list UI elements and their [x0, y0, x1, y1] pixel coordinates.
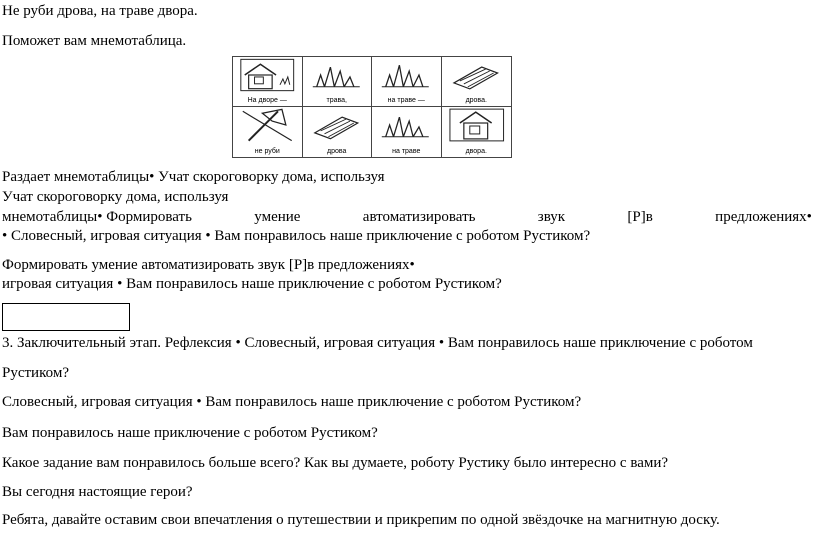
text-line-7: Формировать умение автоматизировать звук [Р]в предложениях•	[2, 257, 415, 273]
text-word: предложениях•	[715, 209, 812, 225]
mnemo-table	[232, 56, 512, 158]
firewood-icon	[303, 107, 372, 143]
mnemo-caption: двора.	[465, 148, 487, 155]
mnemo-cell-7	[372, 107, 442, 157]
text-word: [Р]в	[627, 209, 653, 225]
text-line-13: Какое задание вам понравилось больше всего? Как вы думаете, роботу Рустику было интересно с вами?	[2, 455, 669, 471]
mnemo-cell-5	[233, 107, 303, 157]
empty-box	[2, 303, 130, 331]
firewood-icon	[442, 57, 512, 93]
mnemo-cell-3	[372, 57, 442, 107]
mnemo-cell-4	[442, 57, 512, 107]
text-word: звук	[537, 209, 566, 225]
text-line-8: игровая ситуация • Вам понравилось наше приключение с роботом Рустиком?	[2, 276, 502, 292]
text-line-4: Учат скороговорку дома, используя	[2, 189, 229, 205]
text-word: умение	[254, 209, 301, 225]
grass-icon	[303, 57, 372, 93]
text-line-1: Не руби дрова, на траве двора.	[2, 3, 198, 19]
grass-icon	[372, 57, 441, 93]
text-line-2: Поможет вам мнемотаблица.	[2, 33, 187, 49]
text-line-15: Ребята, давайте оставим свои впечатления о путешествии и прикрепим по одной звёздочке на магнитную доску.	[2, 512, 720, 528]
mnemo-cell-1	[233, 57, 303, 107]
mnemo-caption: трава,	[326, 97, 347, 104]
text-word: автоматизировать	[362, 209, 476, 225]
text-line-3: Раздает мнемотаблицы• Учат скороговорку дома, используя	[2, 169, 385, 185]
mnemo-cell-8	[442, 107, 512, 157]
text-line-9: 3. Заключительный этап. Рефлексия • Словесный, игровая ситуация • Вам понравилось наше приключение с роботом	[2, 335, 753, 351]
house-icon	[233, 57, 302, 93]
mnemo-caption: на траве —	[387, 97, 425, 104]
text-line-10: Рустиком?	[2, 365, 69, 381]
text-line-12: Вам понравилось наше приключение с роботом Рустиком?	[2, 425, 378, 441]
mnemo-caption: дрова.	[465, 97, 487, 104]
axe-icon	[233, 107, 302, 143]
mnemo-caption: не руби	[254, 148, 280, 155]
house-icon	[442, 107, 512, 143]
text-line-6: • Словесный, игровая ситуация • Вам понравилось наше приключение с роботом Рустиком?	[2, 228, 591, 244]
text-word: мнемотаблицы• Формировать	[2, 209, 192, 225]
text-line-5	[2, 208, 812, 226]
mnemo-caption: дрова	[327, 148, 347, 155]
grass-icon	[372, 107, 441, 143]
text-line-11: Словесный, игровая ситуация • Вам понравилось наше приключение с роботом Рустиком?	[2, 394, 582, 410]
mnemo-caption: на траве	[392, 148, 421, 155]
mnemo-caption: На дворе —	[247, 97, 287, 104]
mnemo-cell-6	[303, 107, 373, 157]
mnemo-cell-2	[303, 57, 373, 107]
text-line-14: Вы сегодня настоящие герои?	[2, 484, 193, 500]
